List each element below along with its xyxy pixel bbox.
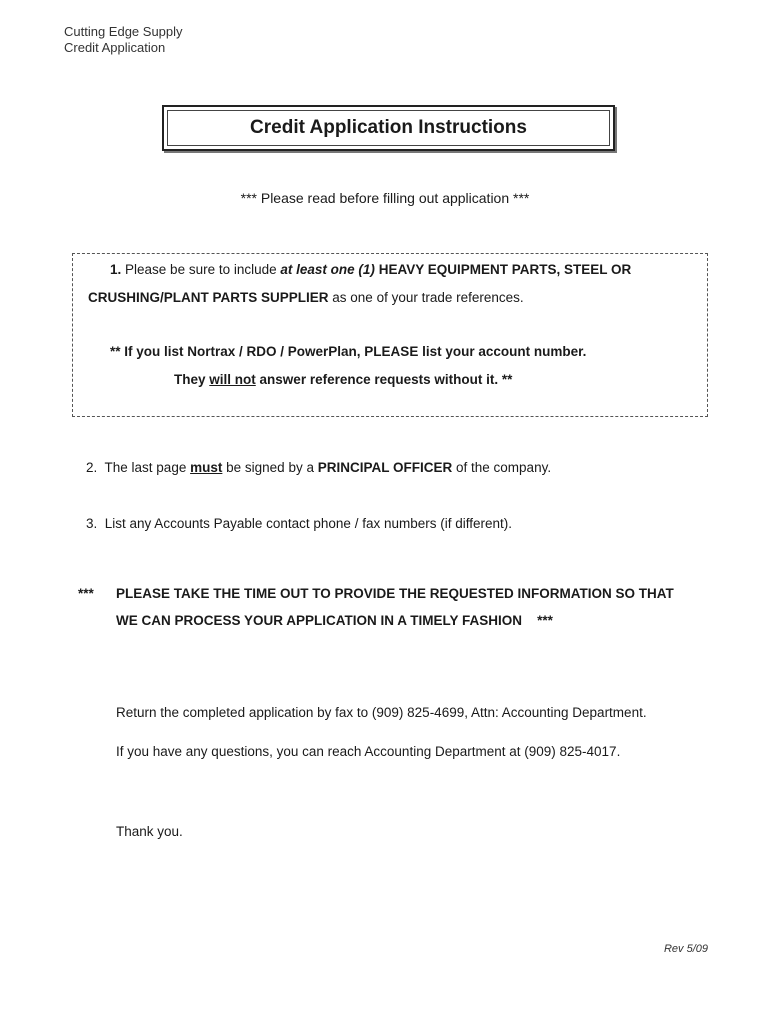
instruction-2-text-b: be signed by a	[226, 460, 314, 475]
plea-stars-right: ***	[537, 613, 553, 628]
thank-you: Thank you.	[116, 824, 183, 839]
instruction-2-text-a: The last page	[104, 460, 187, 475]
nortrax-note	[110, 343, 586, 360]
plea-line2-text: WE CAN PROCESS YOUR APPLICATION IN A TIMELY FASHION	[116, 613, 523, 628]
instruction-1-supplier-types-cont: CRUSHING/PLANT PARTS SUPPLIER	[88, 290, 329, 305]
page-title: Credit Application Instructions	[250, 117, 527, 138]
nortrax-note-will-not: will not	[209, 372, 256, 387]
instruction-1-text-a: Please be sure to include	[125, 262, 277, 277]
nortrax-note-c: answer reference requests without it. **	[259, 372, 513, 387]
instruction-2-must: must	[190, 460, 223, 475]
plea-line1: PLEASE TAKE THE TIME OUT TO PROVIDE THE REQUESTED INFORMATION SO THAT	[116, 586, 674, 601]
plea-line2	[116, 613, 553, 628]
instruction-2-number: 2.	[86, 460, 98, 475]
instruction-1-text-b: as one of your trade references.	[332, 290, 524, 305]
instruction-1-line2	[88, 289, 524, 306]
read-notice: *** Please read before filling out application ***	[240, 190, 530, 206]
instruction-3-text: List any Accounts Payable contact phone / fax numbers (if different).	[104, 516, 513, 531]
instruction-2	[86, 459, 551, 476]
title-box	[162, 105, 615, 151]
instruction-3-number: 3.	[86, 516, 98, 531]
instruction-3	[86, 515, 512, 532]
instruction-1-number: 1.	[110, 262, 122, 277]
plea-stars-left: ***	[78, 586, 94, 601]
instruction-1-line1	[110, 261, 631, 278]
nortrax-note-line1: ** If you list Nortrax / RDO / PowerPlan, PLEASE list your account number.	[110, 344, 587, 359]
nortrax-note-2	[174, 371, 512, 388]
instruction-2-officer: PRINCIPAL OFFICER	[317, 460, 453, 475]
document-name: Credit Application	[64, 40, 166, 55]
instruction-2-text-c: of the company.	[456, 460, 552, 475]
instruction-1-emphasis: at least one (1)	[280, 262, 375, 277]
return-instructions: Return the completed application by fax to (909) 825-4699, Attn: Accounting Department.	[116, 705, 647, 720]
company-name: Cutting Edge Supply	[64, 24, 183, 39]
nortrax-note-a: They	[174, 372, 206, 387]
revision-label: Rev 5/09	[663, 943, 708, 955]
questions-contact: If you have any questions, you can reach Accounting Department at (909) 825-4017.	[116, 744, 621, 759]
instruction-1-supplier-types: HEAVY EQUIPMENT PARTS, STEEL OR	[378, 262, 632, 277]
